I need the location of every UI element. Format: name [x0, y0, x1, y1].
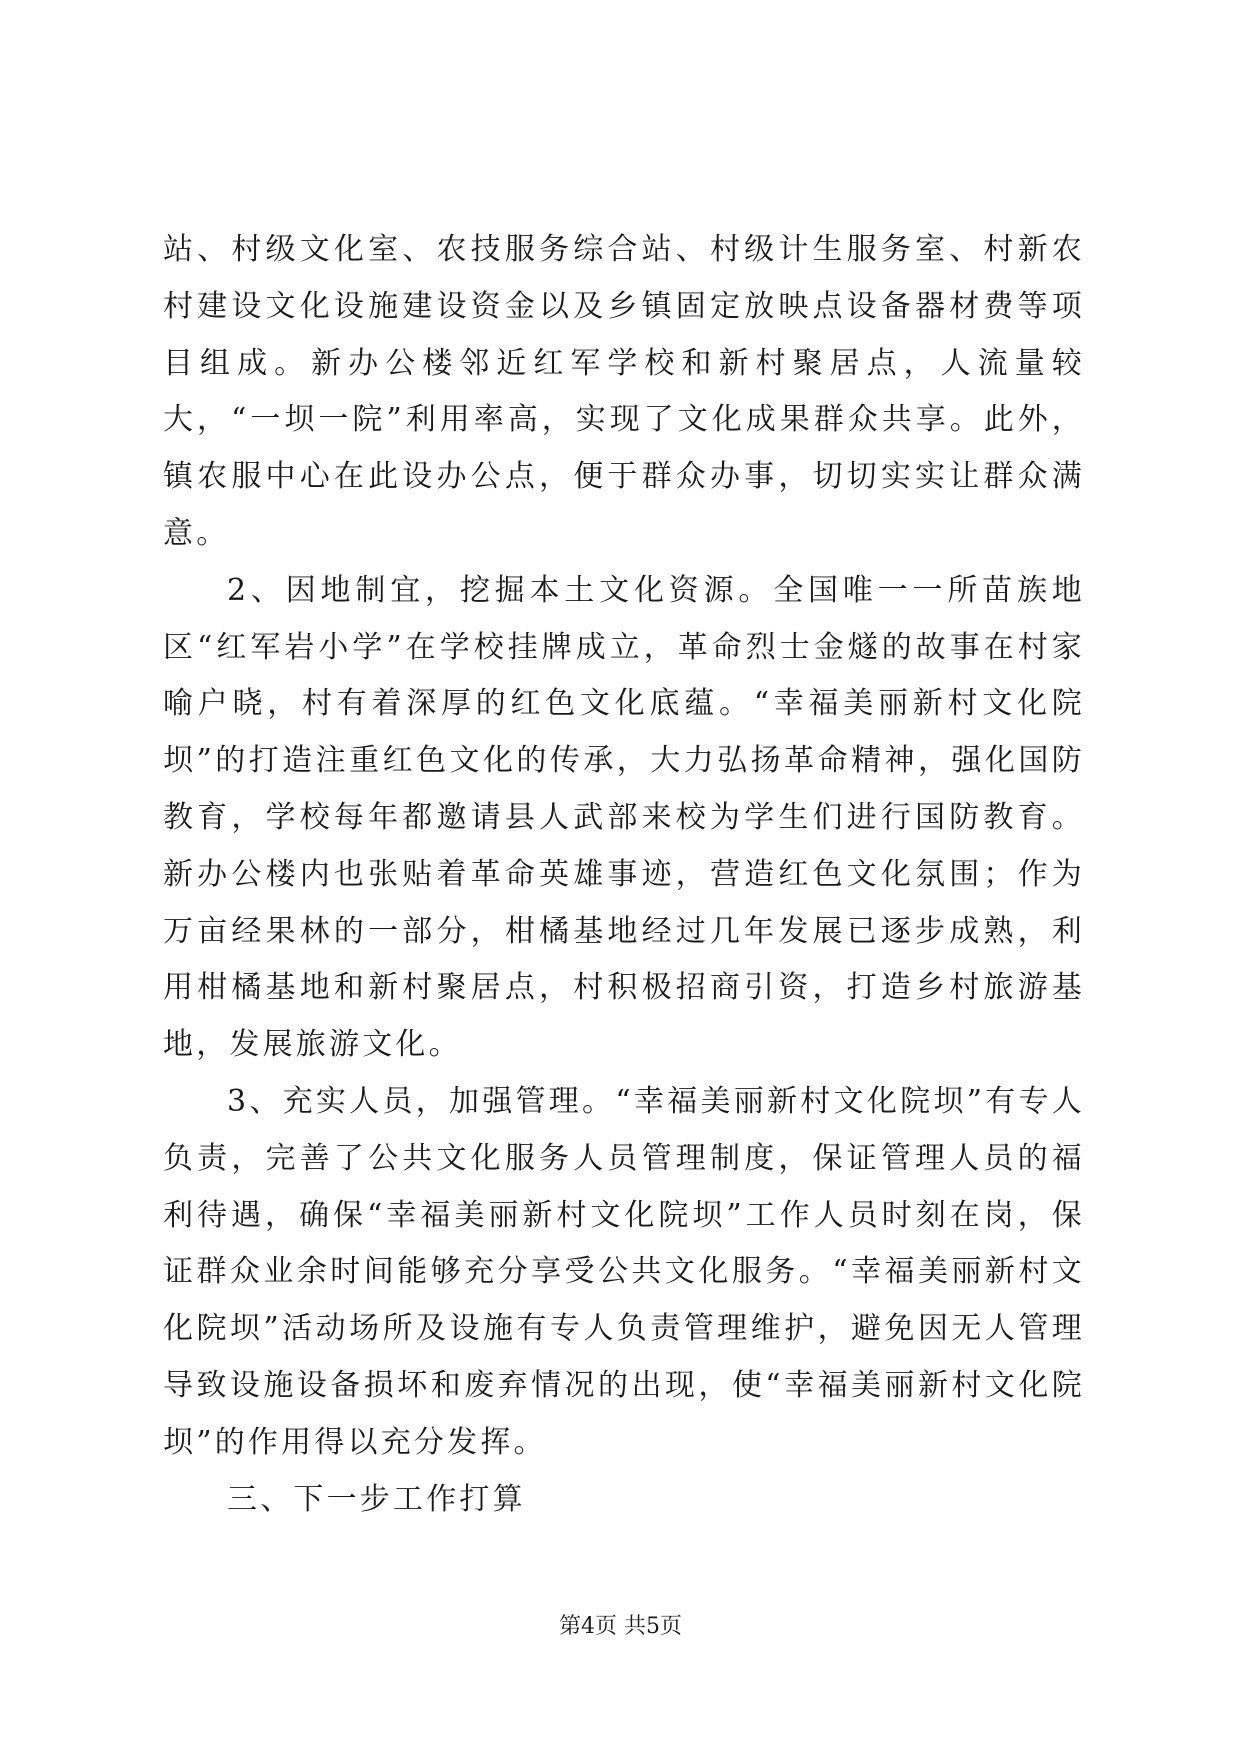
section-heading: 三、下一步工作打算 — [227, 1481, 526, 1517]
paragraph-continuation: 站、村级文化室、农技服务综合站、村级计生服务室、村新农村建设文化设施建设资金以及乡镇固定放映点设备器材费等项目组成。新办公楼邻近红军学校和新村聚居点，人流量较大，“一坝一院”利用率高，实现了文化成果群众共享。此外，镇农服中心在此设办公点，便于群众办事，切切实实让群众满意。 — [163, 232, 1085, 551]
document-body — [163, 222, 1085, 1528]
paragraph-item-3: 3、充实人员，加强管理。“幸福美丽新村文化院坝”有专人负责，完善了公共文化服务人员管理制度，保证管理人员的福利待遇，确保“幸福美丽新村文化院坝”工作人员时刻在岗，保证群众业余时间能够充分享受公共文化服务。“幸福美丽新村文化院坝”活动场所及设施有专人负责管理维护，避免因无人管理导致设施设备损坏和废弃情况的出现，使“幸福美丽新村文化院坝”的作用得以充分发挥。 — [163, 1083, 1085, 1460]
paragraph-item-2: 2、因地制宜，挖掘本土文化资源。全国唯一一所苗族地区“红军岩小学”在学校挂牌成立，革命烈士金燧的故事在村家喻户晓，村有着深厚的红色文化底蕴。“幸福美丽新村文化院坝”的打造注重红色文化的传承，大力弘扬革命精神，强化国防教育，学校每年都邀请县人武部来校为学生们进行国防教育。新办公楼内也张贴着革命英雄事迹，营造红色文化氛围；作为万亩经果林的一部分，柑橘基地经过几年发展已逐步成熟，利用柑橘基地和新村聚居点，村积极招商引资，打造乡村旅游基地，发展旅游文化。 — [163, 572, 1085, 1063]
page-number-footer: 第4页 共5页 — [559, 1614, 682, 1639]
